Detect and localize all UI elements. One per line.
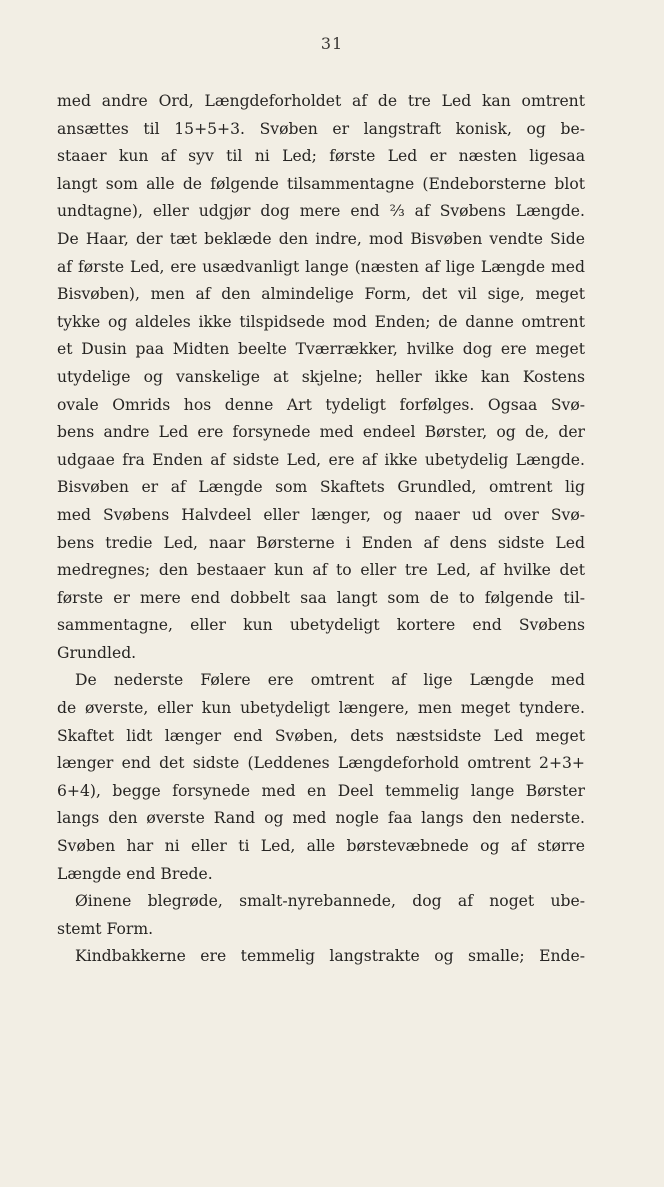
body-text	[57, 88, 585, 971]
page-number: 31	[320, 34, 344, 53]
text-line: medregnes; den bestaaer kun af to eller tre Led, af hvilke det	[57, 561, 585, 580]
text-line: bens andre Led ere forsynede med endeel Børster, og de, der	[57, 423, 585, 442]
text-line: Kindbakkerne ere temmelig langstrakte og smalle; Ende-	[75, 947, 585, 966]
text-line: tykke og aldeles ikke tilspidsede mod Enden; de danne omtrent	[57, 312, 585, 331]
text-line: et Dusin paa Midten beelte Tværrækker, hvilke dog ere meget	[57, 340, 585, 359]
text-line: Svøben har ni eller ti Led, alle børstevæbnede og af større	[57, 837, 585, 856]
text-line: udgaae fra Enden af sidste Led, ere af ikke ubetydelig Længde.	[57, 450, 585, 469]
text-line: ovale Omrids hos denne Art tydeligt forfølges. Ogsaa Svø-	[57, 395, 585, 414]
text-line: utydelige og vanskelige at skjelne; heller ikke kan Kostens	[57, 367, 585, 386]
text-line: første er mere end dobbelt saa langt som de to følgende til-	[57, 588, 585, 607]
text-line: Grundled.	[57, 643, 137, 662]
text-line: Skaftet lidt længer end Svøben, dets næstsidste Led meget	[57, 726, 585, 745]
text-line: af første Led, ere usædvanligt lange (næsten af lige Længde med	[57, 257, 585, 276]
text-line: længer end det sidste (Leddenes Længdeforhold omtrent 2+3+	[57, 754, 585, 773]
text-line: De nederste Følere ere omtrent af lige Længde med	[75, 671, 585, 690]
text-line: 6+4), begge forsynede med en Deel temmelig lange Børster	[57, 781, 585, 800]
text-line: staaer kun af syv til ni Led; første Led er næsten ligesaa	[57, 147, 585, 166]
text-line: Øinene blegrøde, smalt-nyrebannede, dog af noget ube-	[75, 892, 585, 911]
text-line: De Haar, der tæt beklæde den indre, mod Bisvøben vendte Side	[57, 229, 585, 248]
text-line: de øverste, eller kun ubetydeligt længere, men meget tyndere.	[57, 699, 585, 718]
text-line: med andre Ord, Længdeforholdet af de tre Led kan omtrent	[57, 92, 585, 110]
text-line: ansættes til 15+5+3. Svøben er langstraft konisk, og be-	[57, 119, 585, 138]
text-line: med Svøbens Halvdeel eller længer, og naaer ud over Svø-	[57, 505, 585, 524]
text-line: Bisvøben), men af den almindelige Form, det vil sige, meget	[57, 285, 585, 304]
text-line: langt som alle de følgende tilsammentagne (Endeborsterne blot	[57, 174, 585, 193]
text-line: stemt Form.	[57, 919, 154, 938]
text-line: langs den øverste Rand og med nogle faa langs den nederste.	[57, 809, 585, 828]
text-line: bens tredie Led, naar Børsterne i Enden af dens sidste Led	[57, 533, 585, 552]
text-line: Længde end Brede.	[57, 864, 213, 883]
text-line: sammentagne, eller kun ubetydeligt kortere end Svøbens	[57, 616, 585, 635]
text-line: undtagne), eller udgjør dog mere end ⅔ af Svøbens Længde.	[57, 202, 585, 221]
text-line: Bisvøben er af Længde som Skaftets Grundled, omtrent lig	[57, 478, 585, 497]
